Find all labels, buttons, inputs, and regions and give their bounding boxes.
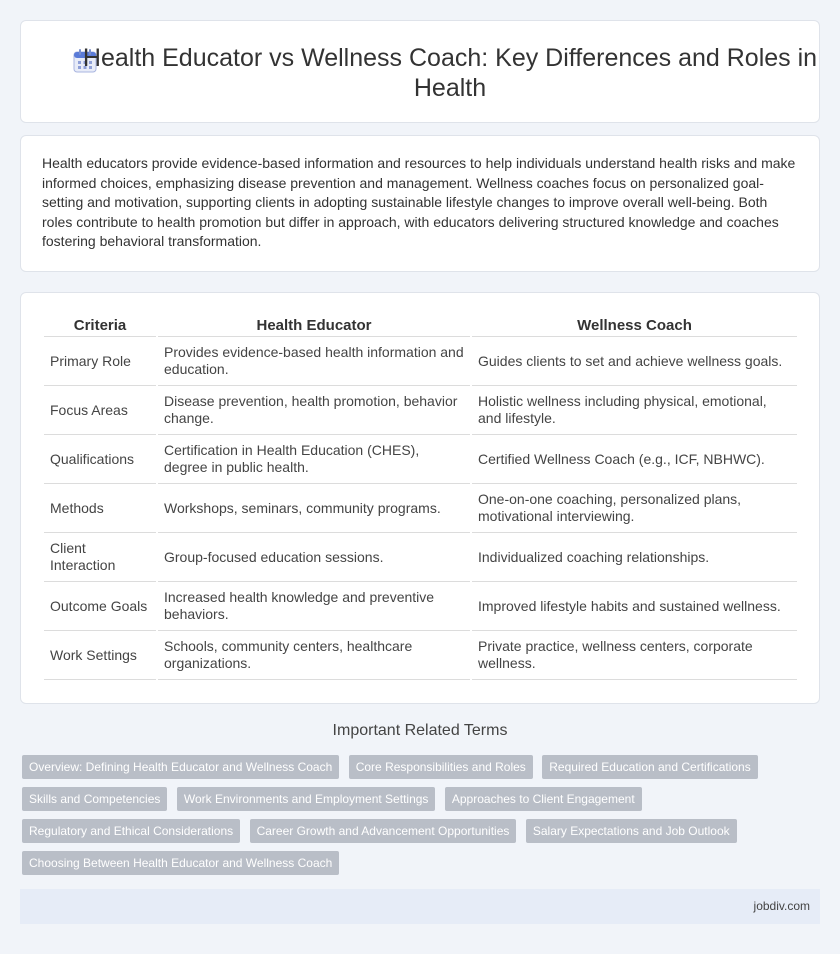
health-educator-cell: Provides evidence-based health information and education. <box>158 337 470 386</box>
wellness-coach-cell: Holistic wellness including physical, emotional, and lifestyle. <box>472 386 797 435</box>
health-educator-cell: Schools, community centers, healthcare organizations. <box>158 631 470 680</box>
related-term-tag[interactable]: Overview: Defining Health Educator and Wellness Coach <box>22 755 339 779</box>
related-terms-heading: Important Related Terms <box>332 722 508 739</box>
criteria-cell: Outcome Goals <box>44 582 156 631</box>
wellness-coach-cell: Guides clients to set and achieve wellness goals. <box>472 337 797 386</box>
related-terms-list <box>22 755 812 883</box>
related-term-tag[interactable]: Regulatory and Ethical Considerations <box>22 819 240 843</box>
title-card <box>20 20 820 123</box>
related-term-tag[interactable]: Approaches to Client Engagement <box>445 787 642 811</box>
health-educator-cell: Workshops, seminars, community programs. <box>158 484 470 533</box>
wellness-coach-cell: Private practice, wellness centers, corporate wellness. <box>472 631 797 680</box>
related-term-tag[interactable]: Required Education and Certifications <box>542 755 757 779</box>
table-row <box>44 435 797 484</box>
health-educator-cell: Group-focused education sessions. <box>158 533 470 582</box>
footer <box>20 889 820 924</box>
related-term-tag[interactable]: Core Responsibilities and Roles <box>349 755 533 779</box>
related-term-tag[interactable]: Salary Expectations and Job Outlook <box>526 819 737 843</box>
wellness-coach-cell: One-on-one coaching, personalized plans, motivational interviewing. <box>472 484 797 533</box>
criteria-cell: Focus Areas <box>44 386 156 435</box>
header-wellness-coach: Wellness Coach <box>472 315 797 337</box>
related-term-tag[interactable]: Work Environments and Employment Settings <box>177 787 436 811</box>
criteria-cell: Client Interaction <box>44 533 156 582</box>
criteria-cell: Primary Role <box>44 337 156 386</box>
health-educator-cell: Increased health knowledge and preventive behaviors. <box>158 582 470 631</box>
wellness-coach-cell: Individualized coaching relationships. <box>472 533 797 582</box>
table-row <box>44 484 797 533</box>
wellness-coach-cell: Certified Wellness Coach (e.g., ICF, NBHWC). <box>472 435 797 484</box>
table-row <box>44 631 797 680</box>
intro-paragraph: Health educators provide evidence-based information and resources to help individuals understand health risks and make informed choices, emphasizing disease prevention and management. Wellness coaches focus on personalized goal-setting and motivation, supporting clients in adopting sustainable lifestyle changes to improve overall well-being. Both roles contribute to health promotion but differ in approach, with educators delivering structured knowledge and coaches fostering behavioral transformation. <box>42 155 796 249</box>
criteria-cell: Methods <box>44 484 156 533</box>
related-term-tag[interactable]: Skills and Competencies <box>22 787 167 811</box>
table-row <box>44 533 797 582</box>
page-title: Health Educator vs Wellness Coach: Key Differences and Roles in Health <box>82 44 818 102</box>
comparison-table <box>42 315 799 680</box>
table-row <box>44 337 797 386</box>
health-educator-cell: Certification in Health Education (CHES), degree in public health. <box>158 435 470 484</box>
criteria-cell: Work Settings <box>44 631 156 680</box>
footer-site-link[interactable]: jobdiv.com <box>753 899 810 913</box>
intro-card <box>20 135 820 272</box>
table-row <box>44 582 797 631</box>
header-health-educator: Health Educator <box>158 315 470 337</box>
related-term-tag[interactable]: Career Growth and Advancement Opportunities <box>250 819 517 843</box>
health-educator-cell: Disease prevention, health promotion, behavior change. <box>158 386 470 435</box>
header-criteria: Criteria <box>44 315 156 337</box>
table-header-row <box>44 315 797 337</box>
table-row <box>44 386 797 435</box>
wellness-coach-cell: Improved lifestyle habits and sustained wellness. <box>472 582 797 631</box>
related-term-tag[interactable]: Choosing Between Health Educator and Wellness Coach <box>22 851 339 875</box>
comparison-table-card <box>20 292 820 704</box>
criteria-cell: Qualifications <box>44 435 156 484</box>
